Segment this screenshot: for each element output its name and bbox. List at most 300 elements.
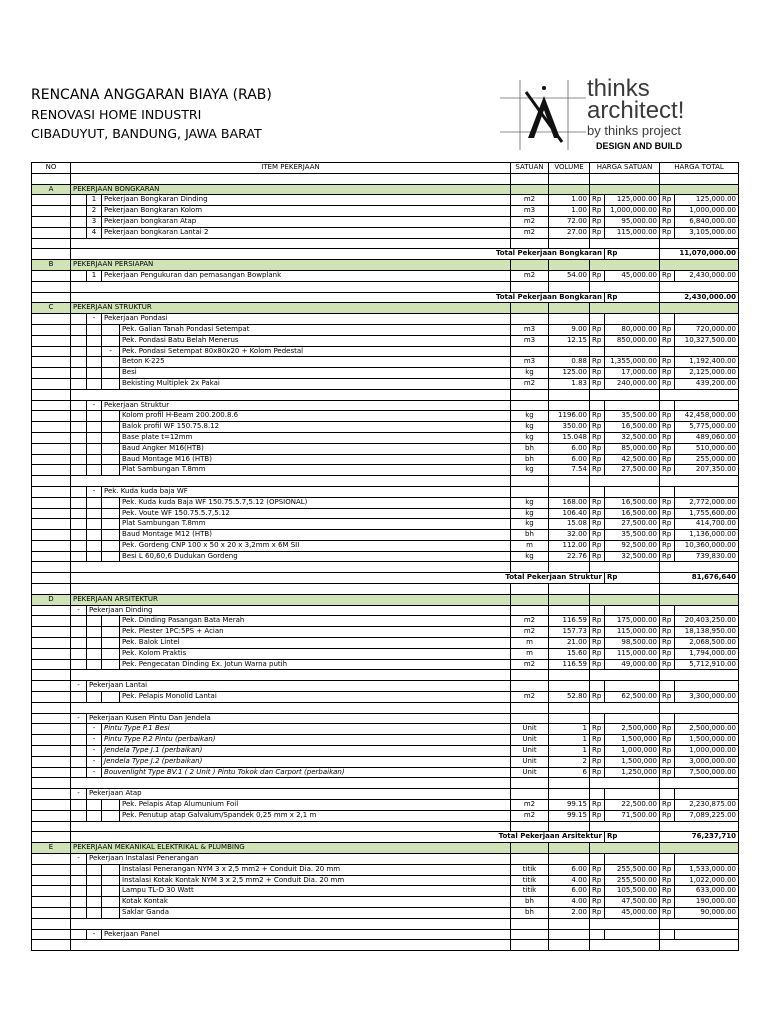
- item-total-price: 2,230,875.00: [675, 800, 739, 811]
- table-cell: [511, 238, 549, 249]
- table-cell: [71, 778, 511, 789]
- item-marker: 2: [87, 206, 102, 217]
- table-row-blank: [32, 821, 739, 832]
- item-unit: m2: [511, 810, 549, 821]
- item-unit: kg: [511, 411, 549, 422]
- table-cell: [549, 303, 590, 314]
- table-cell: [511, 702, 549, 713]
- table-row: [32, 357, 739, 368]
- currency-label: [590, 605, 605, 616]
- item-unit: bh: [511, 897, 549, 908]
- table-cell: [32, 562, 71, 573]
- currency-label: Rp: [590, 627, 605, 638]
- currency-label: Rp: [605, 832, 660, 843]
- item-name: Pek. Pelapis Atap Alumunium Foil: [120, 800, 511, 811]
- table-cell: [71, 584, 511, 595]
- currency-label: Rp: [590, 810, 605, 821]
- table-cell: [32, 206, 71, 217]
- item-volume: [549, 854, 590, 865]
- item-name: Kotak Kontak: [120, 897, 511, 908]
- item-volume: 1: [549, 746, 590, 757]
- item-unit-price: 32,500.00: [605, 432, 660, 443]
- item-unit-price: 115,000.00: [605, 648, 660, 659]
- table-row: [32, 443, 739, 454]
- item-name: Baud Montage M12 (HTB): [120, 530, 511, 541]
- item-unit: m2: [511, 195, 549, 206]
- table-row: [32, 681, 739, 692]
- item-volume: 0.88: [549, 357, 590, 368]
- section-total-label: Total Pekerjaan Bongkaran: [71, 292, 605, 303]
- item-total-price: 1,000,000.00: [675, 206, 739, 217]
- item-name: Pekerjaan Pengukuran dan pemasangan Bowplank: [102, 270, 511, 281]
- item-unit-price: 105,500.00: [605, 886, 660, 897]
- currency-label: Rp: [660, 454, 675, 465]
- item-unit-price: [605, 681, 660, 692]
- currency-label: Rp: [590, 724, 605, 735]
- currency-label: Rp: [590, 767, 605, 778]
- item-total-price: [675, 605, 739, 616]
- item-volume: 116.59: [549, 616, 590, 627]
- table-cell: [32, 605, 71, 616]
- currency-label: Rp: [590, 227, 605, 238]
- table-cell: [71, 918, 511, 929]
- table-cell: [71, 432, 87, 443]
- table-cell: [32, 756, 71, 767]
- item-unit: bh: [511, 530, 549, 541]
- item-unit-price: 115,000.00: [605, 627, 660, 638]
- item-name: Pek. Galian Tanah Pondasi Setempat: [120, 324, 511, 335]
- table-cell: [71, 281, 511, 292]
- item-unit-price: 16,500.00: [605, 497, 660, 508]
- table-cell: [32, 368, 71, 379]
- table-cell: [32, 875, 71, 886]
- item-marker: -: [87, 314, 102, 325]
- table-cell: [71, 270, 87, 281]
- item-total-price: [675, 929, 739, 940]
- table-cell: [549, 594, 590, 605]
- item-volume: 99.15: [549, 810, 590, 821]
- currency-label: Rp: [660, 357, 675, 368]
- table-cell: [549, 238, 590, 249]
- table-cell: [32, 854, 71, 865]
- document-title: RENCANA ANGGARAN BIAYA (RAB): [31, 87, 272, 103]
- currency-label: Rp: [590, 443, 605, 454]
- table-row: [32, 659, 739, 670]
- table-row: [32, 227, 739, 238]
- table-cell: [102, 508, 120, 519]
- table-row: [32, 886, 739, 897]
- item-unit: Unit: [511, 724, 549, 735]
- currency-label: Rp: [590, 907, 605, 918]
- table-cell: [71, 227, 87, 238]
- item-marker: 1: [87, 270, 102, 281]
- table-cell: [32, 292, 71, 303]
- item-total-price: 3,000,000.00: [675, 756, 739, 767]
- table-cell: [511, 940, 549, 951]
- table-cell: [549, 281, 590, 292]
- item-name: Pek. Plester 1PC:5PS + Acian: [120, 627, 511, 638]
- table-row-blank: [32, 173, 739, 184]
- item-volume: 72.00: [549, 216, 590, 227]
- table-cell: [32, 227, 71, 238]
- table-cell: [660, 594, 739, 605]
- currency-label: Rp: [590, 616, 605, 627]
- currency-label: Rp: [590, 465, 605, 476]
- item-total-price: 207,350.00: [675, 465, 739, 476]
- table-cell: [71, 907, 87, 918]
- item-name: Pek. Pengecatan Dinding Ex. Jotun Warna putih: [120, 659, 511, 670]
- table-cell: [511, 918, 549, 929]
- table-row-blank: [32, 238, 739, 249]
- item-unit: kg: [511, 422, 549, 433]
- table-cell: [87, 810, 102, 821]
- item-unit: kg: [511, 508, 549, 519]
- currency-label: Rp: [590, 692, 605, 703]
- table-cell: [32, 821, 71, 832]
- item-total-price: 2,500,000.00: [675, 724, 739, 735]
- table-cell: [590, 918, 660, 929]
- table-cell: [32, 638, 71, 649]
- currency-label: [660, 929, 675, 940]
- table-cell: [32, 314, 71, 325]
- currency-label: Rp: [660, 616, 675, 627]
- item-unit-price: [605, 346, 660, 357]
- table-cell: [87, 378, 102, 389]
- table-cell: [87, 659, 102, 670]
- table-cell: [32, 519, 71, 530]
- table-row: [32, 756, 739, 767]
- section-total-label: Total Pekerjaan Bongkaran: [71, 249, 605, 260]
- col-header-total-price: HARGA TOTAL: [660, 163, 739, 174]
- table-cell: [549, 670, 590, 681]
- item-name: Jendela Type J.2 (perbaikan): [102, 756, 511, 767]
- table-cell: [71, 692, 87, 703]
- table-row: [32, 335, 739, 346]
- table-cell: [32, 692, 71, 703]
- item-unit-price: [605, 314, 660, 325]
- item-total-price: 1,136,000.00: [675, 530, 739, 541]
- item-volume: 157.73: [549, 627, 590, 638]
- table-cell: [32, 486, 71, 497]
- item-unit: m2: [511, 216, 549, 227]
- table-cell: [549, 702, 590, 713]
- item-total-price: 3,105,000.00: [675, 227, 739, 238]
- table-cell: [102, 368, 120, 379]
- item-name: Pek. Gordeng CNP 100 x 50 x 20 x 3,2mm x 6M SII: [120, 540, 511, 551]
- item-marker: -: [87, 400, 102, 411]
- table-cell: [32, 886, 71, 897]
- section-row: [32, 303, 739, 314]
- item-name: Pekerjaan Kusen Pintu Dan Jendela: [87, 713, 511, 724]
- table-row: [32, 206, 739, 217]
- item-total-price: 2,068,500.00: [675, 638, 739, 649]
- item-marker: 3: [87, 216, 102, 227]
- table-cell: [32, 249, 71, 260]
- table-cell: [590, 702, 660, 713]
- currency-label: Rp: [660, 465, 675, 476]
- table-cell: [32, 476, 71, 487]
- table-cell: [660, 843, 739, 854]
- item-unit-price: 32,500.00: [605, 551, 660, 562]
- item-unit-price: [605, 605, 660, 616]
- table-row: [32, 422, 739, 433]
- item-marker: -: [87, 756, 102, 767]
- table-cell: [71, 173, 511, 184]
- table-cell: [32, 195, 71, 206]
- currency-label: Rp: [660, 195, 675, 206]
- table-cell: [660, 238, 739, 249]
- item-marker: -: [87, 929, 102, 940]
- table-row: [32, 897, 739, 908]
- item-marker: -: [71, 681, 87, 692]
- table-cell: [511, 670, 549, 681]
- table-cell: [71, 400, 87, 411]
- table-cell: [87, 454, 102, 465]
- table-cell: [590, 281, 660, 292]
- currency-label: Rp: [590, 519, 605, 530]
- table-cell: [32, 443, 71, 454]
- table-cell: [87, 540, 102, 551]
- table-cell: [87, 530, 102, 541]
- currency-label: Rp: [660, 907, 675, 918]
- currency-label: Rp: [590, 422, 605, 433]
- table-cell: [32, 735, 71, 746]
- table-cell: [71, 875, 87, 886]
- table-row: [32, 314, 739, 325]
- item-marker: -: [71, 789, 87, 800]
- table-cell: [590, 389, 660, 400]
- table-cell: [102, 432, 120, 443]
- item-unit: m: [511, 638, 549, 649]
- table-cell: [71, 454, 87, 465]
- table-cell: [660, 918, 739, 929]
- table-cell: [660, 173, 739, 184]
- currency-label: Rp: [590, 357, 605, 368]
- col-header-item: ITEM PEKERJAAN: [71, 163, 511, 174]
- item-name: Pek. Kuda kuda baja WF: [102, 486, 511, 497]
- table-row: [32, 800, 739, 811]
- section-number: E: [32, 843, 71, 854]
- item-total-price: 1,533,000.00: [675, 864, 739, 875]
- item-unit-price: 255,500.00: [605, 875, 660, 886]
- table-cell: [71, 627, 87, 638]
- document-header: [31, 86, 272, 143]
- currency-label: [660, 486, 675, 497]
- table-cell: [71, 519, 87, 530]
- table-cell: [32, 907, 71, 918]
- item-volume: 7.54: [549, 465, 590, 476]
- table-row: [32, 486, 739, 497]
- item-unit: Unit: [511, 735, 549, 746]
- table-cell: [71, 216, 87, 227]
- table-header-row: [32, 163, 739, 174]
- item-total-price: 414,700.00: [675, 519, 739, 530]
- item-unit-price: [605, 929, 660, 940]
- item-unit: [511, 789, 549, 800]
- currency-label: Rp: [660, 551, 675, 562]
- item-total-price: 5,775,000.00: [675, 422, 739, 433]
- item-name: Pek. Pondasi Setempat 80x80x20 + Kolom Pedestal: [120, 346, 511, 357]
- item-total-price: 42,458,000.00: [675, 411, 739, 422]
- item-total-price: 190,000.00: [675, 897, 739, 908]
- item-name: Kolom profil H-Beam 200.200.8.6: [120, 411, 511, 422]
- item-unit-price: [605, 400, 660, 411]
- item-name: Pek. Dinding Pasangan Bata Merah: [120, 616, 511, 627]
- section-row: [32, 843, 739, 854]
- currency-label: Rp: [590, 886, 605, 897]
- table-cell: [511, 281, 549, 292]
- table-cell: [102, 800, 120, 811]
- table-cell: [102, 616, 120, 627]
- logo-text-architect: architect!: [587, 97, 685, 124]
- table-row: [32, 605, 739, 616]
- currency-label: Rp: [660, 497, 675, 508]
- item-unit: [511, 681, 549, 692]
- currency-label: Rp: [605, 249, 660, 260]
- section-total-value: 2,430,000.00: [660, 292, 739, 303]
- item-total-price: 7,500,000.00: [675, 767, 739, 778]
- item-volume: 106.40: [549, 508, 590, 519]
- currency-label: Rp: [660, 800, 675, 811]
- table-cell: [32, 335, 71, 346]
- table-cell: [549, 821, 590, 832]
- table-cell: [511, 562, 549, 573]
- table-cell: [71, 346, 87, 357]
- currency-label: Rp: [660, 864, 675, 875]
- item-name: Pek. Kuda kuda Baja WF 150.75.5.7,5.12 (OPSIONAL): [120, 497, 511, 508]
- table-cell: [549, 260, 590, 271]
- currency-label: [660, 854, 675, 865]
- item-unit-price: 49,000.00: [605, 659, 660, 670]
- table-cell: [549, 173, 590, 184]
- item-total-price: [675, 486, 739, 497]
- item-unit: m2: [511, 378, 549, 389]
- currency-label: Rp: [660, 810, 675, 821]
- item-marker: 1: [87, 195, 102, 206]
- table-cell: [32, 800, 71, 811]
- item-unit: [511, 400, 549, 411]
- table-cell: [549, 778, 590, 789]
- currency-label: Rp: [660, 378, 675, 389]
- currency-label: Rp: [590, 195, 605, 206]
- table-cell: [71, 886, 87, 897]
- table-cell: [660, 702, 739, 713]
- table-row: [32, 216, 739, 227]
- item-total-price: 10,327,500.00: [675, 335, 739, 346]
- table-cell: [102, 659, 120, 670]
- currency-label: Rp: [660, 897, 675, 908]
- currency-label: Rp: [660, 227, 675, 238]
- item-total-price: 739,830.00: [675, 551, 739, 562]
- table-cell: [32, 497, 71, 508]
- table-cell: [32, 864, 71, 875]
- item-unit: [511, 713, 549, 724]
- currency-label: Rp: [660, 648, 675, 659]
- table-row-blank: [32, 670, 739, 681]
- table-cell: [32, 670, 71, 681]
- table-row: [32, 627, 739, 638]
- item-name: Besi: [120, 368, 511, 379]
- table-cell: [660, 260, 739, 271]
- item-total-price: 125,000.00: [675, 195, 739, 206]
- table-row: [32, 616, 739, 627]
- table-cell: [549, 584, 590, 595]
- table-cell: [660, 670, 739, 681]
- table-cell: [87, 886, 102, 897]
- currency-label: Rp: [590, 454, 605, 465]
- table-cell: [71, 443, 87, 454]
- currency-label: [660, 314, 675, 325]
- table-cell: [32, 627, 71, 638]
- table-cell: [549, 389, 590, 400]
- item-unit-price: 1,000,000: [605, 746, 660, 757]
- currency-label: Rp: [660, 746, 675, 757]
- item-unit: Unit: [511, 767, 549, 778]
- item-unit-price: 80,000.00: [605, 324, 660, 335]
- table-cell: [32, 465, 71, 476]
- table-cell: [102, 907, 120, 918]
- item-total-price: [675, 400, 739, 411]
- table-cell: [660, 821, 739, 832]
- table-row: [32, 735, 739, 746]
- table-cell: [660, 184, 739, 195]
- table-cell: [102, 324, 120, 335]
- table-cell: [87, 346, 102, 357]
- table-cell: [32, 616, 71, 627]
- table-cell: [32, 713, 71, 724]
- table-cell: [102, 810, 120, 821]
- table-cell: [32, 832, 71, 843]
- table-row-blank: [32, 918, 739, 929]
- section-total-row: [32, 573, 739, 584]
- item-unit: m3: [511, 206, 549, 217]
- table-cell: [71, 551, 87, 562]
- table-row: [32, 508, 739, 519]
- section-number: D: [32, 594, 71, 605]
- section-row: [32, 260, 739, 271]
- currency-label: Rp: [660, 270, 675, 281]
- item-unit: m2: [511, 616, 549, 627]
- table-cell: [102, 864, 120, 875]
- item-marker: -: [71, 713, 87, 724]
- table-cell: [590, 670, 660, 681]
- table-row: [32, 454, 739, 465]
- table-row: [32, 368, 739, 379]
- table-row-blank: [32, 584, 739, 595]
- table-cell: [590, 584, 660, 595]
- item-name: Pekerjaan Instalasi Penerangan: [87, 854, 511, 865]
- table-cell: [71, 195, 87, 206]
- item-volume: [549, 789, 590, 800]
- section-title: PEKERJAAN BONGKARAN: [71, 184, 511, 195]
- table-cell: [102, 465, 120, 476]
- logo-mark-icon: [498, 78, 588, 152]
- item-name: Pekerjaan Dinding: [87, 605, 511, 616]
- item-total-price: 439,200.00: [675, 378, 739, 389]
- item-unit: m3: [511, 357, 549, 368]
- item-volume: [549, 486, 590, 497]
- item-total-price: 10,360,000.00: [675, 540, 739, 551]
- currency-label: Rp: [590, 432, 605, 443]
- table-cell: [32, 897, 71, 908]
- table-cell: [102, 497, 120, 508]
- item-unit: titik: [511, 886, 549, 897]
- item-total-price: [675, 854, 739, 865]
- item-volume: 168.00: [549, 497, 590, 508]
- table-cell: [32, 778, 71, 789]
- table-cell: [102, 638, 120, 649]
- table-cell: [32, 551, 71, 562]
